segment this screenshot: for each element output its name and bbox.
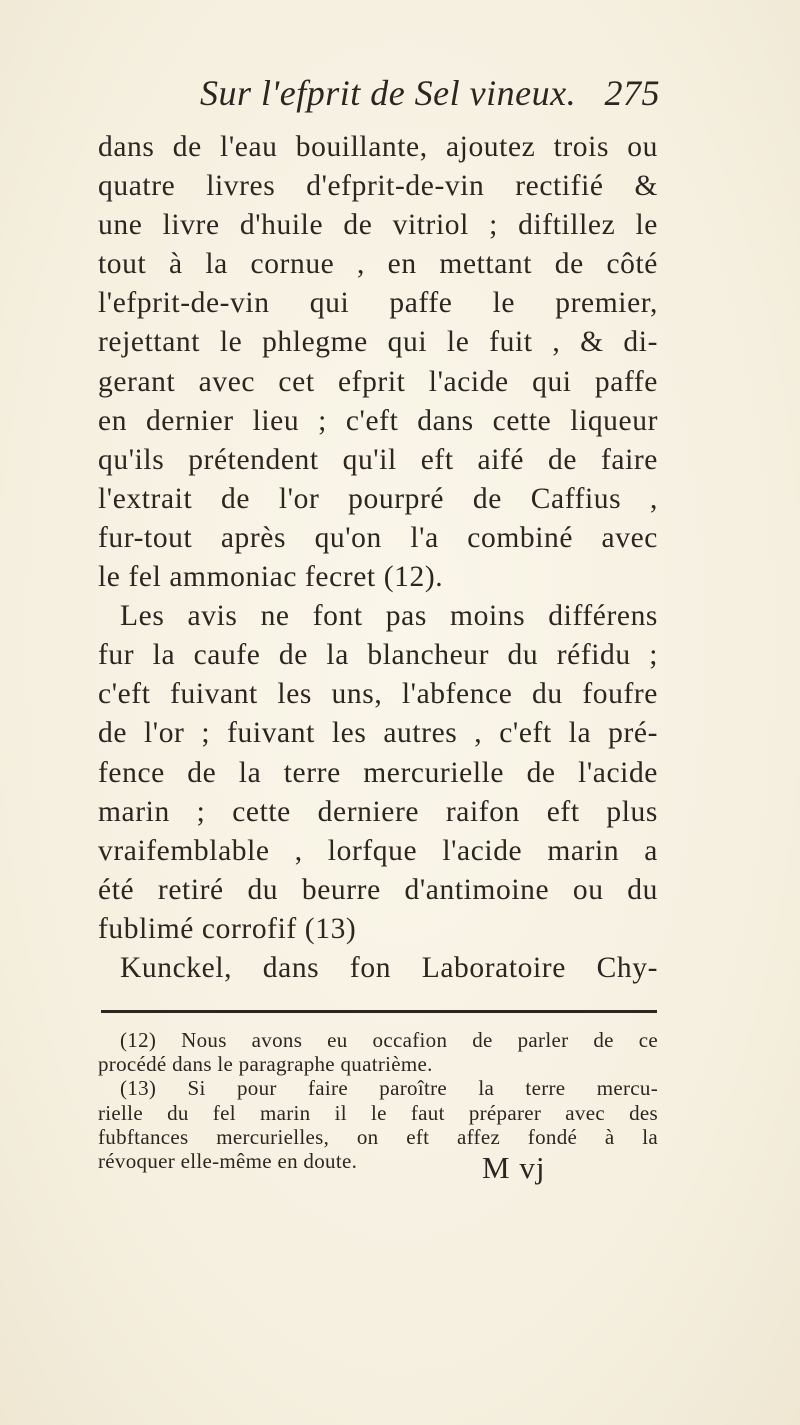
footnote-divider bbox=[101, 1010, 657, 1013]
text-line: dans de l'eau bouillante, ajoutez trois ou bbox=[98, 131, 658, 163]
main-text bbox=[98, 128, 658, 988]
running-header bbox=[200, 72, 660, 114]
text-line: c'eft fuivant les uns, l'abfence du foufre bbox=[98, 678, 658, 711]
footnote-line: procédé dans le paragraphe quatrième. bbox=[98, 1052, 433, 1077]
running-title: Sur l'efprit de Sel vineux. bbox=[200, 73, 577, 113]
text-line: de l'or ; fuivant les autres , c'eft la pré- bbox=[98, 717, 658, 750]
text-line: gerant avec cet efprit l'acide qui paffe bbox=[98, 365, 658, 398]
text-line: quatre livres d'efprit-de-vin rectifié & bbox=[98, 170, 658, 203]
footnote-line: révoquer elle-même en doute. bbox=[98, 1148, 358, 1173]
text-line: fur la caufe de la blancheur du réfidu ; bbox=[98, 639, 658, 672]
text-line: fence de la terre mercurielle de l'acide bbox=[98, 756, 658, 789]
text-line: qu'ils prétendent qu'il eft aifé de faire bbox=[98, 443, 658, 476]
footnote-line: fubftances mercurielles, on eft affez fondé à la bbox=[98, 1124, 658, 1149]
text-line: le fel ammoniac fecret (12). bbox=[98, 561, 444, 594]
text-line: été retiré du beurre d'antimoine ou du bbox=[98, 873, 658, 906]
page-number: 275 bbox=[604, 73, 660, 113]
text-line: en dernier lieu ; c'eft dans cette liqueur bbox=[98, 404, 658, 437]
text-line: l'efprit-de-vin qui paffe le premier, bbox=[98, 287, 658, 320]
text-line: fur-tout après qu'on l'a combiné avec bbox=[98, 521, 658, 554]
footnote-line: rielle du fel marin il le faut préparer avec des bbox=[98, 1100, 658, 1125]
text-line: tout à la cornue , en mettant de côté bbox=[98, 248, 658, 281]
text-line: vraifemblable , lorfque l'acide marin a bbox=[98, 834, 658, 867]
text-line: l'extrait de l'or pourpré de Caffius , bbox=[98, 482, 658, 515]
text-line: rejettant le phlegme qui le fuit , & di- bbox=[98, 326, 658, 359]
footnotes bbox=[98, 1028, 658, 1173]
signature-mark: M vj bbox=[482, 1150, 546, 1185]
text-line: marin ; cette derniere raifon eft plus bbox=[98, 795, 658, 828]
text-line: Kunckel, dans fon Laboratoire Chy- bbox=[120, 951, 658, 984]
text-line: Les avis ne font pas moins différens bbox=[120, 600, 658, 633]
footnote-line: (13) Si pour faire paroître la terre mercu- bbox=[120, 1076, 658, 1101]
footnote-line: (12) Nous avons eu occafion de parler de ce bbox=[120, 1028, 658, 1052]
text-line: fublimé corrofif (13) bbox=[98, 912, 357, 945]
text-line: une livre d'huile de vitriol ; diftillez le bbox=[98, 209, 658, 242]
